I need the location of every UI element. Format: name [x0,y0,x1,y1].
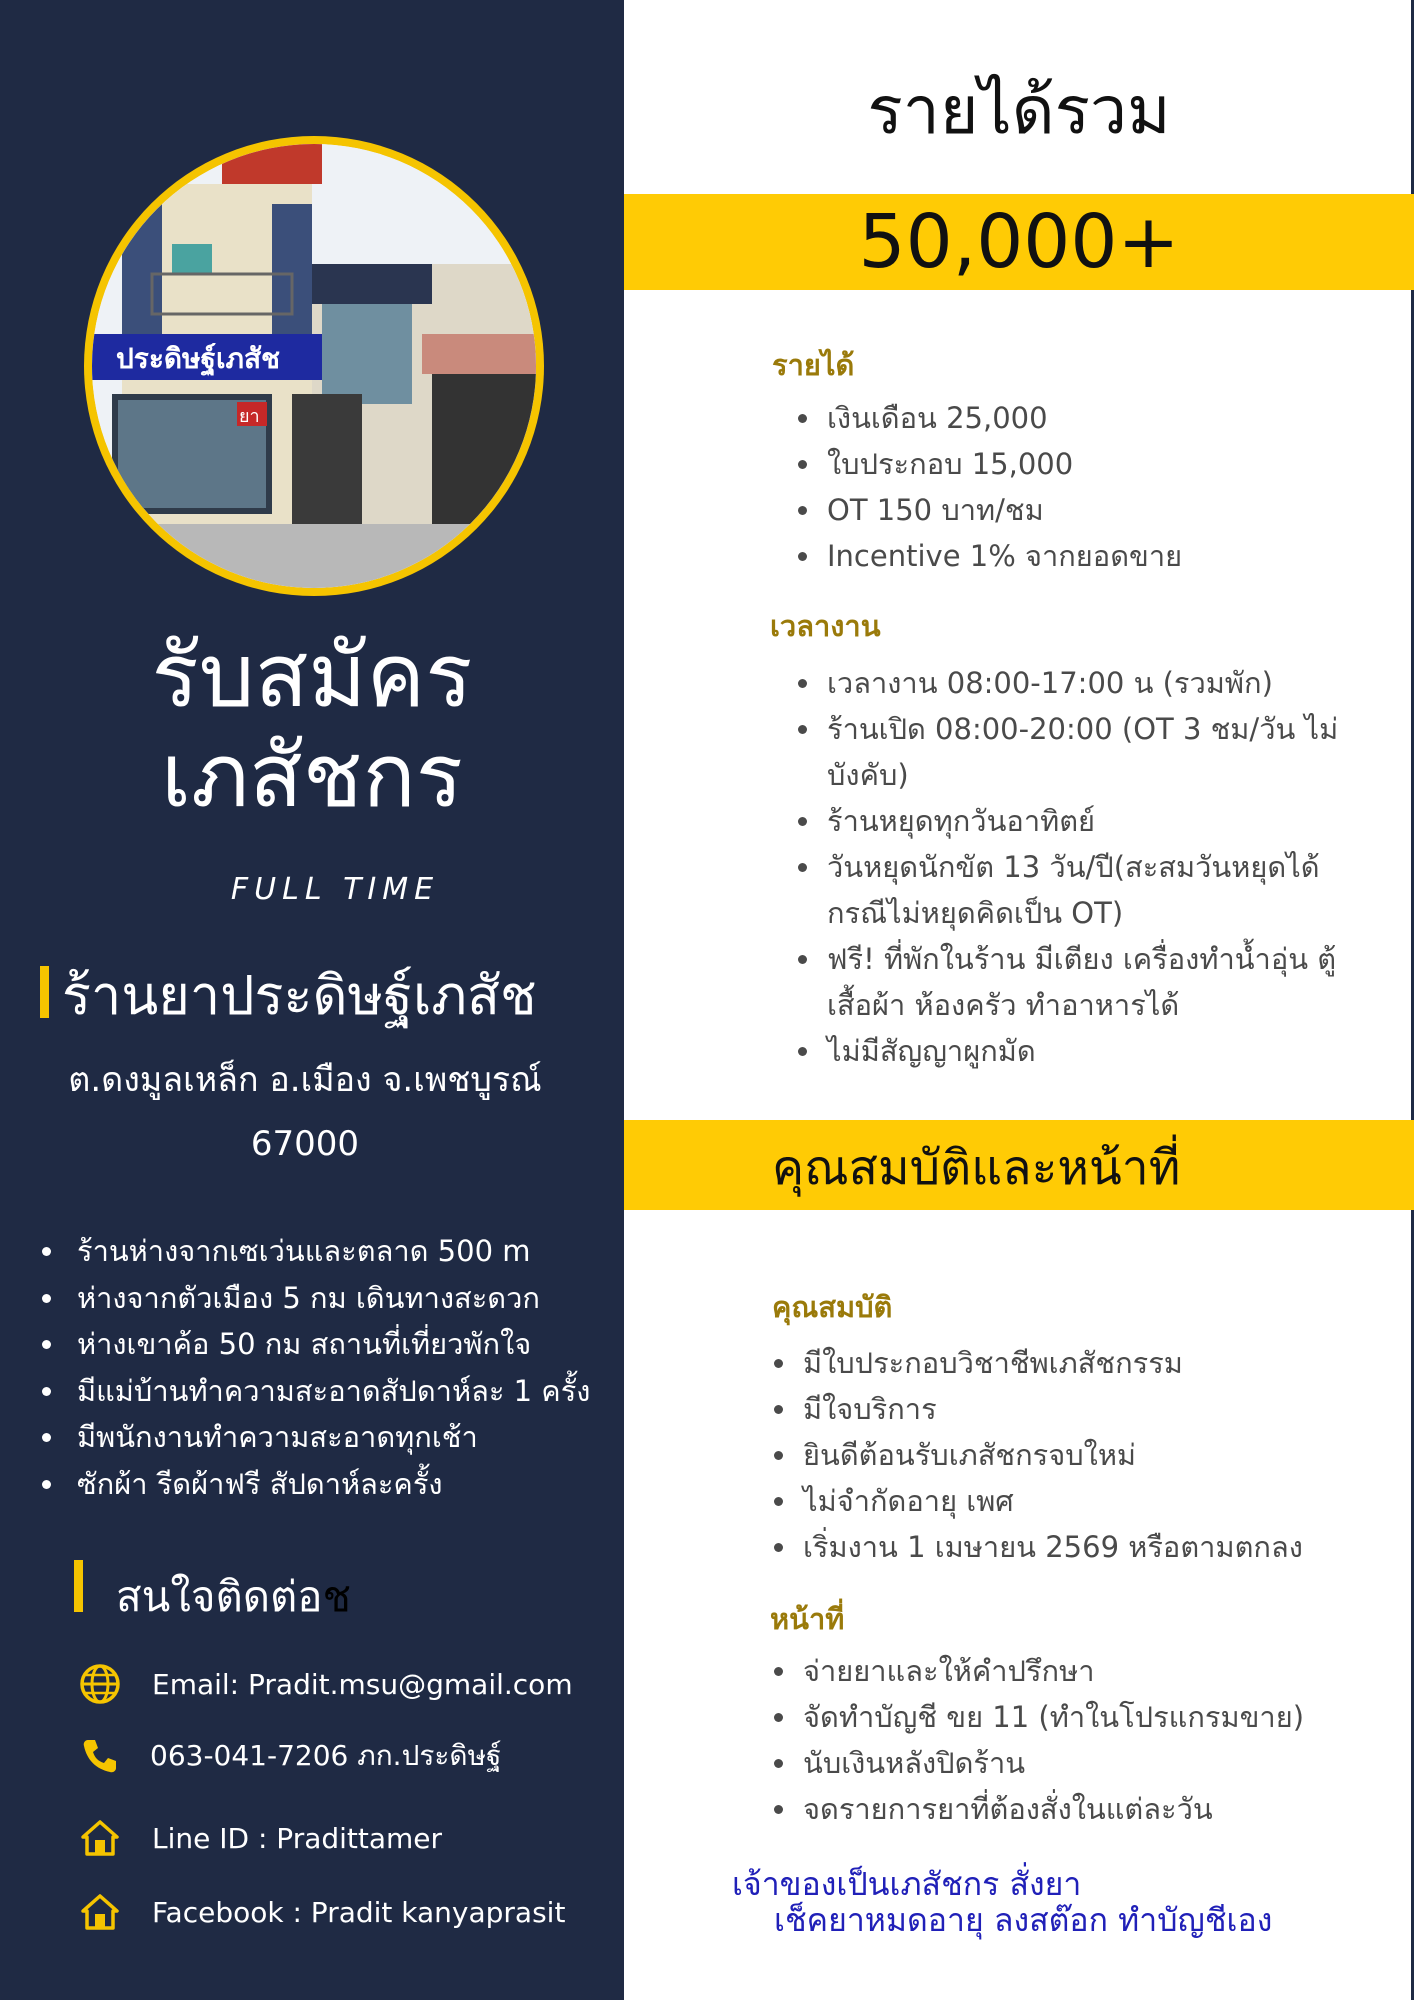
employment-type: FULL TIME [230,872,440,907]
contact-accent [74,1560,83,1612]
qualifications-list [770,1340,1390,1570]
list-item: มีใจบริการ [770,1386,1390,1432]
qualifications-title: คุณสมบัติและหน้าที่ [772,1140,1181,1196]
headline-line-1: รับสมัคร [151,624,473,727]
list-item: ใบประกอบ 15,000 [794,441,1384,487]
shop-sign-text: ประดิษฐ์เภสัช [116,342,281,375]
postal-code: 67000 [250,1124,360,1164]
globe-icon [78,1662,122,1706]
income-list [794,395,1384,579]
list-item: วันหยุดนักขัต 13 วัน/ปี(สะสมวันหยุดได้ กรณีไม่หยุดคิดเป็น OT) [794,844,1354,936]
line-row[interactable] [78,1816,442,1860]
line-id-text: Line ID : Pradittamer [152,1821,443,1855]
address-line: ต.ดงมูลเหล็ก อ.เมือง จ.เพชบูรณ์ [68,1060,542,1100]
shop-sign-small: ยา [239,406,260,427]
highlights-list [42,1228,590,1507]
hours-list [794,660,1354,1074]
list-item: ร้านห่างจากเซเว่นและตลาด 500 m [42,1228,590,1275]
phone-text: 063-041-7206 ภก.ประดิษฐ์ [150,1739,502,1772]
list-item: มีใบประกอบวิชาชีพเภสัชกรรม [770,1340,1390,1386]
list-item: จ่ายยาและให้คำปรึกษา [770,1648,1390,1694]
list-item: นับเงินหลังปิดร้าน [770,1740,1390,1786]
list-item: มีพนักงานทำความสะอาดทุกเช้า [42,1414,590,1461]
facebook-row[interactable] [78,1890,565,1934]
duties-label: หน้าที่ [770,1602,845,1636]
owner-note-line-1: เจ้าของเป็นเภสัชกร สั่งยา [732,1865,1082,1903]
list-item: เริ่มงาน 1 เมษายน 2569 หรือตามตกลง [770,1524,1390,1570]
list-item: ซักผ้า รีดผ้าฟรี สัปดาห์ละครั้ง [42,1461,590,1508]
contact-title: สนใจติดต่อช [116,1572,352,1621]
list-item: เงินเดือน 25,000 [794,395,1384,441]
home-icon [78,1816,122,1860]
list-item: OT 150 บาท/ชม [794,487,1384,533]
home-icon [78,1890,122,1934]
facebook-text: Facebook : Pradit kanyaprasit [152,1895,566,1929]
total-income-title: รายได้รวม [867,72,1171,149]
list-item: ไม่จำกัดอายุ เพศ [770,1478,1390,1524]
shop-name: ร้านยาประดิษฐ์เภสัช [62,964,537,1027]
shop-name-accent [40,966,49,1018]
list-item: ห่างจากตัวเมือง 5 กม เดินทางสะดวก [42,1275,590,1322]
hours-label: เวลางาน [770,609,881,643]
list-item: ร้านเปิด 08:00-20:00 (OT 3 ชม/วัน ไม่บังคับ) [794,706,1354,798]
duties-list [770,1648,1390,1832]
income-label: รายได้ [772,348,855,382]
shop-photo [92,144,536,588]
phone-icon [78,1734,122,1778]
list-item: เวลางาน 08:00-17:00 น (รวมพัก) [794,660,1354,706]
list-item: ฟรี! ที่พักในร้าน มีเตียง เครื่องทำน้ำอุ่น ตู้เสื้อผ้า ห้องครัว ทำอาหารได้ [794,936,1354,1028]
email-row[interactable] [78,1662,573,1706]
list-item: ร้านหยุดทุกวันอาทิตย์ [794,798,1354,844]
list-item: จัดทำบัญชี ขย 11 (ทำในโปรแกรมขาย) [770,1694,1390,1740]
phone-row[interactable] [78,1734,502,1778]
list-item: มีแม่บ้านทำความสะอาดสัปดาห์ละ 1 ครั้ง [42,1368,590,1415]
email-text: Email: Pradit.msu@gmail.com [152,1667,573,1701]
list-item: ไม่มีสัญญาผูกมัด [794,1028,1354,1074]
list-item: ห่างเขาค้อ 50 กม สถานที่เที่ยวพักใจ [42,1321,590,1368]
qualifications-label: คุณสมบัติ [772,1290,893,1324]
list-item: จดรายการยาที่ต้องสั่งในแต่ละวัน [770,1786,1390,1832]
list-item: ยินดีต้อนรับเภสัชกรจบใหม่ [770,1432,1390,1478]
shop-building-illustration [92,144,536,588]
owner-note-line-2: เช็คยาหมดอายุ ลงสต๊อก ทำบัญชีเอง [774,1901,1273,1939]
list-item: Incentive 1% จากยอดขาย [794,533,1384,579]
total-income-amount: 50,000+ [858,199,1180,285]
headline-line-2: เภสัชกร [160,724,464,827]
